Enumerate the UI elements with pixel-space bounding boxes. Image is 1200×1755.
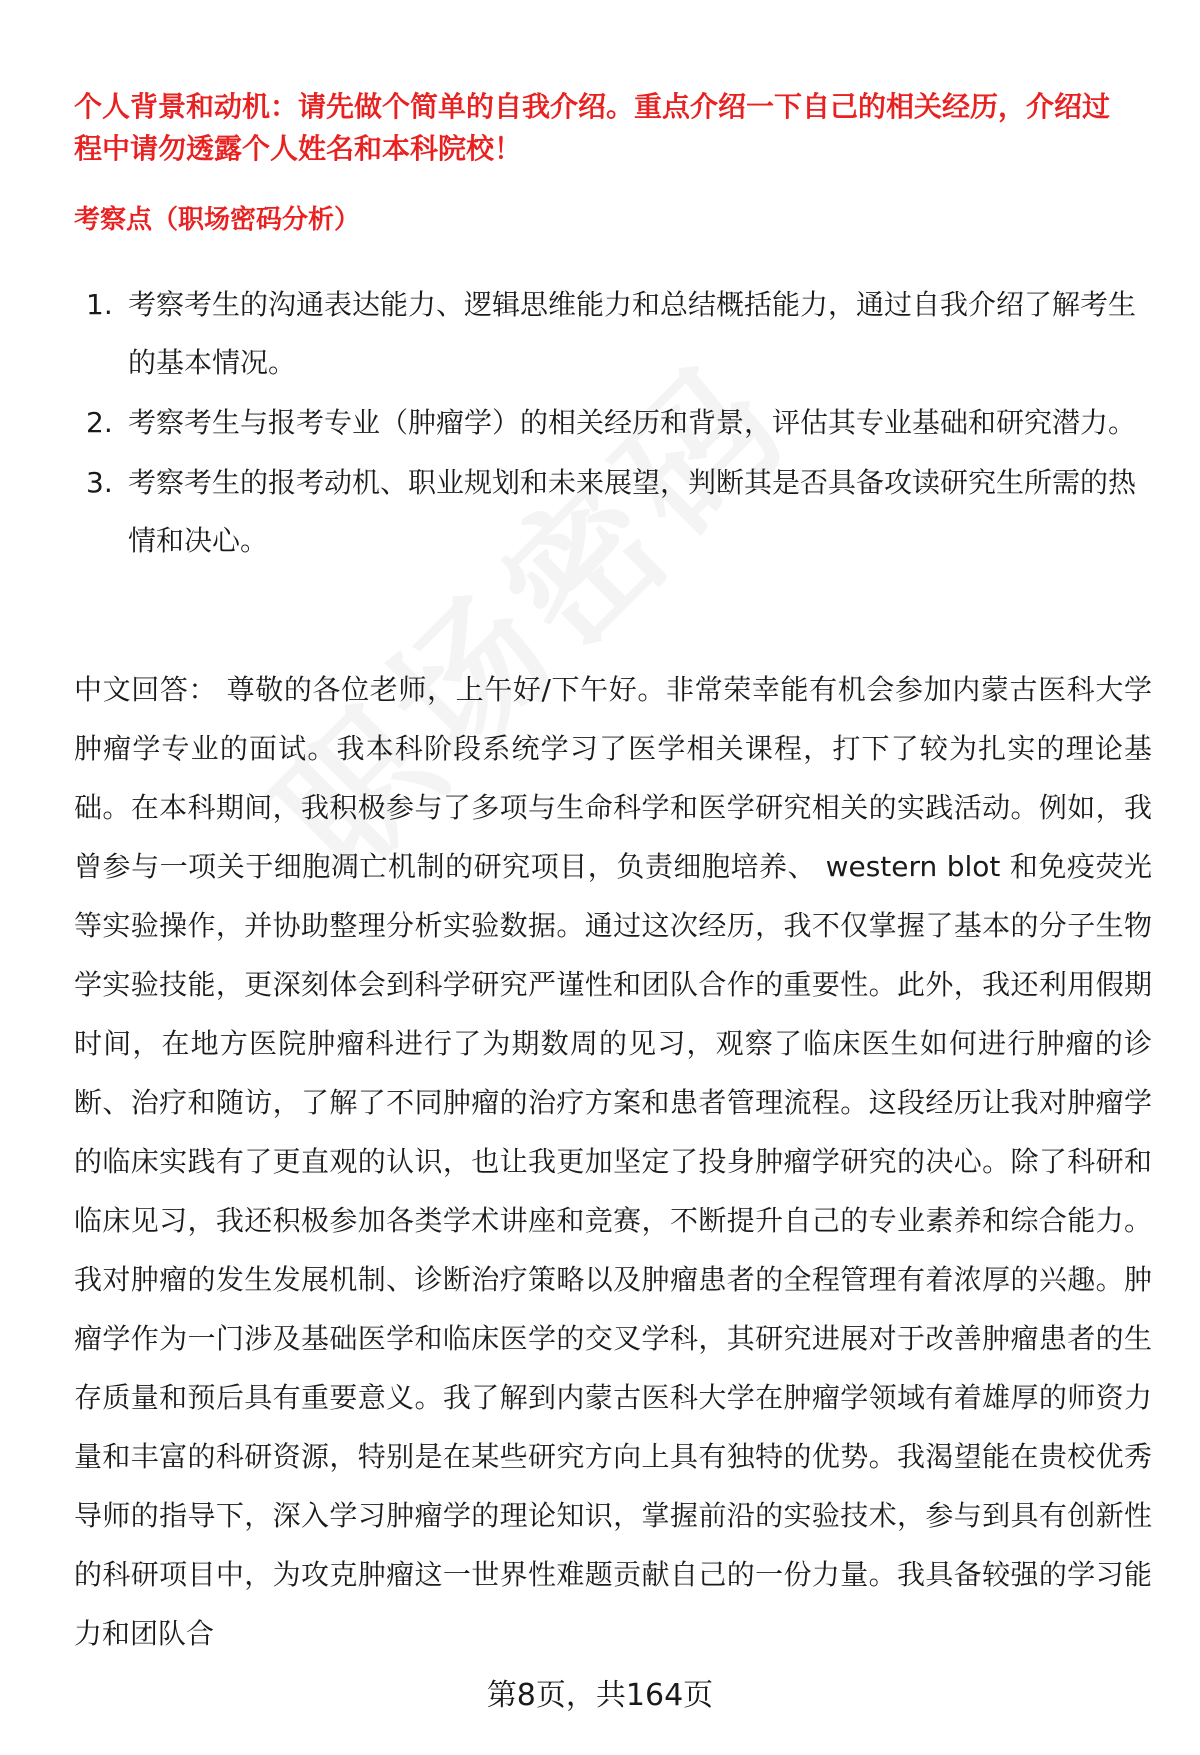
question-heading: 个人背景和动机：请先做个简单的自我介绍。重点介绍一下自己的相关经历，介绍过程中请勿透露个人姓名和本科院校！ bbox=[74, 90, 1111, 165]
list-item bbox=[74, 454, 1154, 570]
points-list bbox=[74, 276, 1154, 572]
list-item bbox=[74, 276, 1154, 392]
list-item-text: 考察考生的报考动机、职业规划和未来展望，判断其是否具备攻读研究生所需的热情和决心。 bbox=[128, 466, 1137, 557]
list-item-number: 1. bbox=[86, 288, 113, 321]
answer-paragraph: 中文回答： 尊敬的各位老师，上午好/下午好。非常荣幸能有机会参加内蒙古医科大学肿瘤学专业的面试。我本科阶段系统学习了医学相关课程，打下了较为扎实的理论基础。在本科期间，我积极参与了多项与生命科学和医学研究相关的实践活动。例如，我曾参与一项关于细胞凋亡机制的研究项目，负责细胞培养、 western blot 和免疫荧光等实验操作，并协助整理分析实验数据。通过这次经历，我不仅掌握了基本的分子生物学实验技能，更深刻体会到科学研究严谨性和团队合作的重要性。此外，我还利用假期时间，在地方医院肿瘤科进行了为期数周的见习，观察了临床医生如何进行肿瘤的诊断、治疗和随访，了解了不同肿瘤的治疗方案和患者管理流程。这段经历让我对肿瘤学的临床实践有了更直观的认识，也让我更加坚定了投身肿瘤学研究的决心。除了科研和临床见习，我还积极参加各类学术讲座和竞赛，不断提升自己的专业素养和综合能力。我对肿瘤的发生发展机制、诊断治疗策略以及肿瘤患者的全程管理有着浓厚的兴趣。肿瘤学作为一门涉及基础医学和临床医学的交叉学科，其研究进展对于改善肿瘤患者的生存质量和预后具有重要意义。我了解到内蒙古医科大学在肿瘤学领域有着雄厚的师资力量和丰富的科研资源，特别是在某些研究方向上具有独特的优势。我渴望能在贵校优秀导师的指导下，深入学习肿瘤学的理论知识，掌握前沿的实验技术，参与到具有创新性的科研项目中，为攻克肿瘤这一世界性难题贡献自己的一份力量。我具备较强的学习能力和团队合 bbox=[74, 673, 1152, 1650]
page-footer: 第8页，共164页 bbox=[486, 1678, 714, 1713]
list-item-text: 考察考生的沟通表达能力、逻辑思维能力和总结概括能力，通过自我介绍了解考生的基本情况。 bbox=[128, 288, 1137, 379]
points-heading: 考察点（职场密码分析） bbox=[74, 205, 361, 235]
list-item bbox=[74, 394, 1154, 452]
list-item-text: 考察考生与报考专业（肿瘤学）的相关经历和背景，评估其专业基础和研究潜力。 bbox=[128, 406, 1137, 439]
list-item-number: 2. bbox=[86, 406, 113, 439]
list-item-number: 3. bbox=[86, 466, 113, 499]
